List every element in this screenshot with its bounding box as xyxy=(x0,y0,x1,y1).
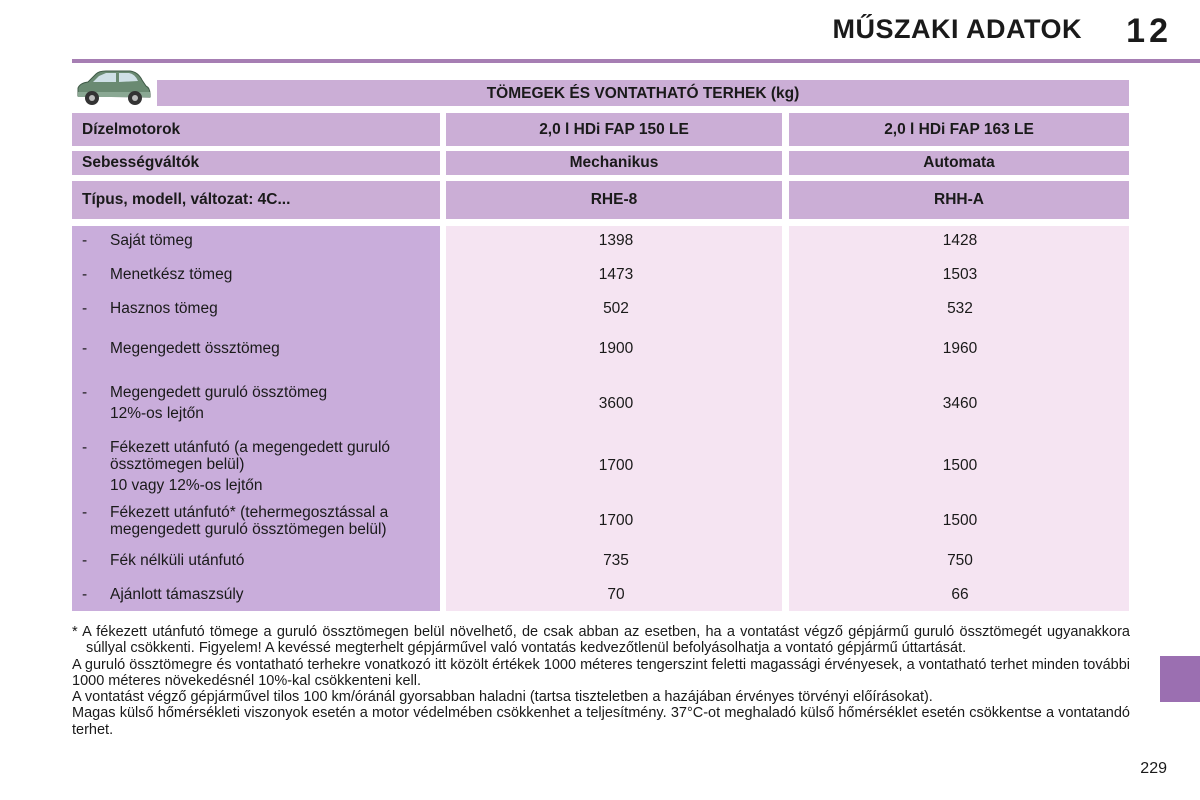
row-value-1: 70 xyxy=(607,586,625,603)
note-paragraph: A guruló össztömegre és vontatható terhekre vonatkozó itt közölt értékek 1000 méteres tengerszint feletti magassági érvényesek, a vontatható terhet minden további 1000 méteres növekedésnél 10%-kal csökkenteni kell. xyxy=(72,656,1130,689)
row-value-1: 3600 xyxy=(598,395,634,412)
page-number: 229 xyxy=(1140,760,1167,777)
chapter-side-tab xyxy=(1160,656,1200,702)
row-value-2: 750 xyxy=(947,552,973,569)
row-value-1: 735 xyxy=(603,552,629,569)
row-value-1: 1473 xyxy=(598,266,634,283)
note-paragraph: A vontatást végző gépjárművel tilos 100 km/óránál gyorsabban haladni (tartsa tiszteletben a hazájában érvényes törvényi előírásokat). xyxy=(72,689,933,706)
row-dash: - xyxy=(82,384,88,401)
row-value-1: 502 xyxy=(603,300,629,317)
row-dash: - xyxy=(82,504,88,521)
row-value-2: 1428 xyxy=(942,232,978,249)
table-title: TÖMEGEK ÉS VONTATHATÓ TERHEK (kg) xyxy=(157,80,1129,106)
gearbox-row-label: Sebességváltók xyxy=(72,151,440,175)
row-label-sub: 10 vagy 12%-os lejtőn xyxy=(110,477,263,494)
row-value-2: 3460 xyxy=(942,395,978,412)
row-label: Fék nélküli utánfutó xyxy=(110,552,245,569)
gearbox-col1: Mechanikus xyxy=(446,151,782,175)
engine-row-label: Dízelmotorok xyxy=(72,113,440,146)
row-value-2: 532 xyxy=(947,300,973,317)
row-label: Ajánlott támaszsúly xyxy=(110,586,244,603)
row-label xyxy=(110,384,440,422)
row-dash: - xyxy=(82,340,88,357)
row-label-sub: 12%-os lejtőn xyxy=(110,405,204,422)
type-col2: RHH-A xyxy=(789,181,1129,219)
engine-col2: 2,0 l HDi FAP 163 LE xyxy=(789,113,1129,146)
footnote: * A fékezett utánfutó tömege a guruló össztömegen belül növelhető, de csak abban az esetben, ha a vontatást végző gépjármű guruló össztömegét ugyanakkora súllyal csökkenti. Figyelem! A kevéssé megterhelt gépjárművel való vontatás kedvezőtlenül befolyásolhatja a vontató gépjármű úttartását. xyxy=(72,624,1130,657)
row-value-1: 1900 xyxy=(598,340,634,357)
chapter-number: 12 xyxy=(1126,12,1172,50)
notes-section xyxy=(72,624,1130,738)
row-label: Saját tömeg xyxy=(110,232,193,249)
row-value-1: 1700 xyxy=(598,512,634,529)
row-label xyxy=(110,439,440,494)
row-value-2: 1500 xyxy=(942,512,978,529)
row-dash: - xyxy=(82,232,88,249)
row-value-1: 1700 xyxy=(598,457,634,474)
row-value-2: 1500 xyxy=(942,457,978,474)
row-dash: - xyxy=(82,300,88,317)
row-label-main: Fékezett utánfutó (a megengedett guruló össztömegen belül) xyxy=(110,439,391,473)
header-divider xyxy=(72,59,1200,63)
row-value-2: 1503 xyxy=(942,266,978,283)
row-dash: - xyxy=(82,439,88,456)
row-label: Menetkész tömeg xyxy=(110,266,233,283)
row-label: Fékezett utánfutó* (tehermegosztással a megengedett guruló össztömegen belül) xyxy=(110,504,389,538)
note-paragraph: Magas külső hőmérsékleti viszonyok esetén a motor védelmében csökkenhet a teljesítmény. 37°C-ot meghaladó külső hőmérséklet esetén csökkentse a vontatandó terhet. xyxy=(72,705,1130,738)
row-label: Hasznos tömeg xyxy=(110,300,218,317)
page-title: MŰSZAKI ADATOK xyxy=(832,14,1082,44)
row-value-1: 1398 xyxy=(598,232,634,249)
gearbox-col2: Automata xyxy=(789,151,1129,175)
row-value-2: 66 xyxy=(951,586,969,603)
type-col1: RHE-8 xyxy=(446,181,782,219)
row-dash: - xyxy=(82,266,88,283)
row-dash: - xyxy=(82,552,88,569)
row-label-main: Megengedett guruló össztömeg xyxy=(110,384,328,401)
type-row-label: Típus, modell, változat: 4C... xyxy=(72,181,440,219)
row-dash: - xyxy=(82,586,88,603)
engine-col1: 2,0 l HDi FAP 150 LE xyxy=(446,113,782,146)
row-value-2: 1960 xyxy=(942,340,978,357)
car-icon xyxy=(72,68,152,108)
row-label: Megengedett össztömeg xyxy=(110,340,280,357)
